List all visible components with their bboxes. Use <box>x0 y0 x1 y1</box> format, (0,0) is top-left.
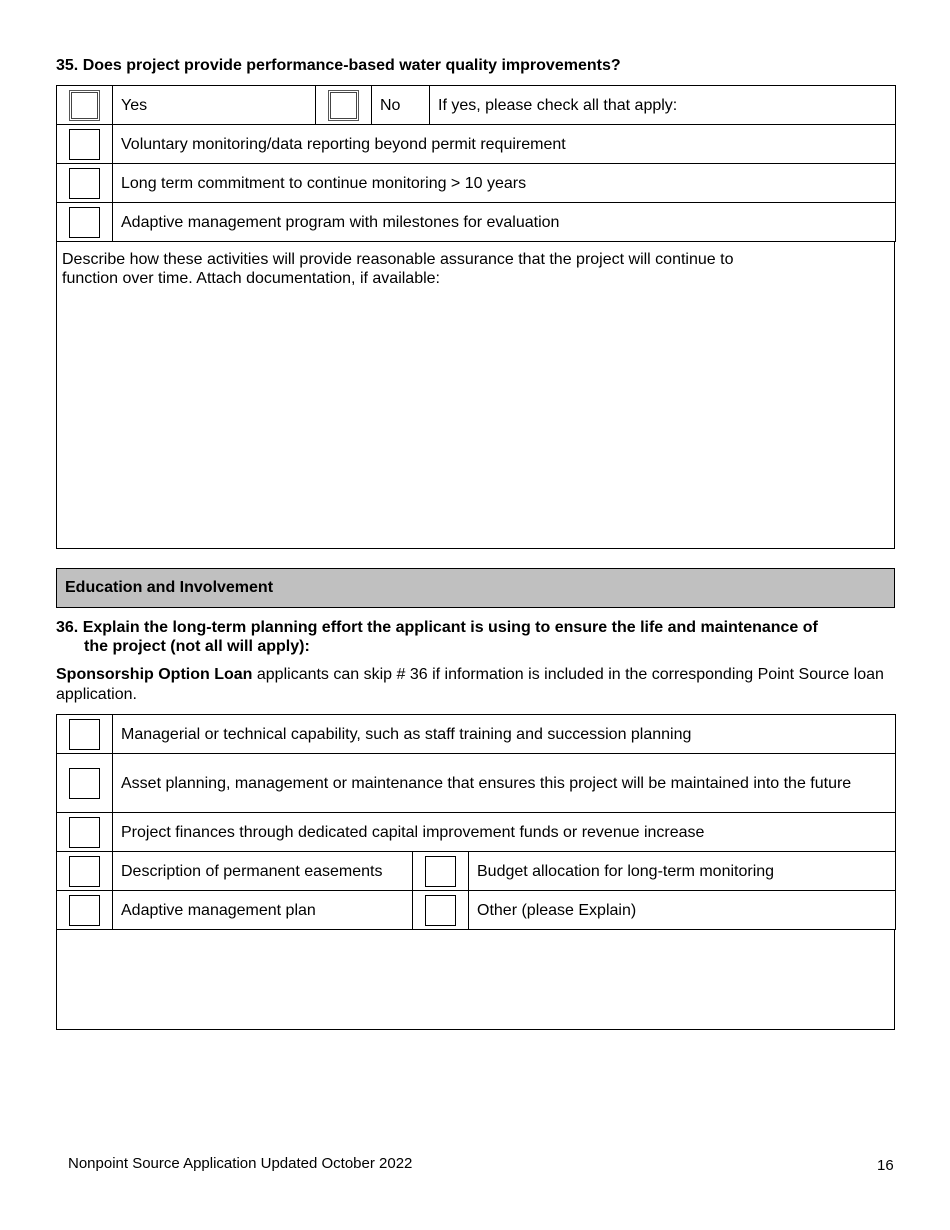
yes-label: Yes <box>113 86 316 125</box>
other-label: Other (please Explain) <box>469 891 896 930</box>
explain-response-area[interactable] <box>56 930 895 1030</box>
long-term-monitoring-label: Long term commitment to continue monitoring > 10 years <box>113 164 896 203</box>
q36-option-row <box>57 813 896 852</box>
sponsorship-note <box>56 665 895 705</box>
asset-planning-checkbox[interactable] <box>69 768 100 799</box>
easements-label: Description of permanent easements <box>113 852 413 891</box>
no-checkbox[interactable] <box>328 90 359 121</box>
q35-option-row <box>57 164 896 203</box>
adaptive-program-checkbox[interactable] <box>69 207 100 238</box>
if-yes-instruction: If yes, please check all that apply: <box>430 86 896 125</box>
managerial-capability-label: Managerial or technical capability, such as staff training and succession planning <box>113 715 896 754</box>
question-36-title-line1: 36. Explain the long-term planning effort the applicant is using to ensure the life and maintenance of <box>56 619 818 636</box>
describe-instruction: Describe how these activities will provide reasonable assurance that the project will continue to function over time. Attach documentation, if available: <box>62 251 734 287</box>
question-35-title: 35. Does project provide performance-based water quality improvements? <box>56 57 621 74</box>
question-36-title <box>56 618 895 656</box>
adaptive-plan-label: Adaptive management plan <box>113 891 413 930</box>
asset-planning-label: Asset planning, management or maintenance that ensures this project will be maintained into the future <box>113 754 896 813</box>
voluntary-monitoring-checkbox[interactable] <box>69 129 100 160</box>
q35-option-row <box>57 125 896 164</box>
q36-pair-row <box>57 891 896 930</box>
q35-table <box>56 85 896 242</box>
adaptive-program-label: Adaptive management program with milestones for evaluation <box>113 203 896 242</box>
q36-table <box>56 714 896 930</box>
other-checkbox[interactable] <box>425 895 456 926</box>
q35-yes-no-row <box>57 86 896 125</box>
describe-response-area[interactable] <box>56 241 895 549</box>
page-number: 16 <box>877 1157 894 1174</box>
yes-checkbox[interactable] <box>69 90 100 121</box>
q35-option-row <box>57 203 896 242</box>
project-finances-checkbox[interactable] <box>69 817 100 848</box>
section-heading: Education and Involvement <box>56 568 895 608</box>
budget-allocation-label: Budget allocation for long-term monitoring <box>469 852 896 891</box>
q36-option-row <box>57 715 896 754</box>
question-36-title-line2: the project (not all will apply): <box>84 638 310 655</box>
q36-option-row <box>57 754 896 813</box>
sponsorship-note-bold: Sponsorship Option Loan <box>56 666 253 683</box>
footer-text: Nonpoint Source Application Updated October 2022 <box>68 1155 413 1172</box>
managerial-capability-checkbox[interactable] <box>69 719 100 750</box>
budget-allocation-checkbox[interactable] <box>425 856 456 887</box>
sponsorship-note-text: applicants can skip # 36 if information is included in the corresponding Point Source loan application. <box>56 666 884 703</box>
no-label: No <box>372 86 430 125</box>
project-finances-label: Project finances through dedicated capital improvement funds or revenue increase <box>113 813 896 852</box>
adaptive-plan-checkbox[interactable] <box>69 895 100 926</box>
q36-pair-row <box>57 852 896 891</box>
long-term-monitoring-checkbox[interactable] <box>69 168 100 199</box>
voluntary-monitoring-label: Voluntary monitoring/data reporting beyond permit requirement <box>113 125 896 164</box>
easements-checkbox[interactable] <box>69 856 100 887</box>
